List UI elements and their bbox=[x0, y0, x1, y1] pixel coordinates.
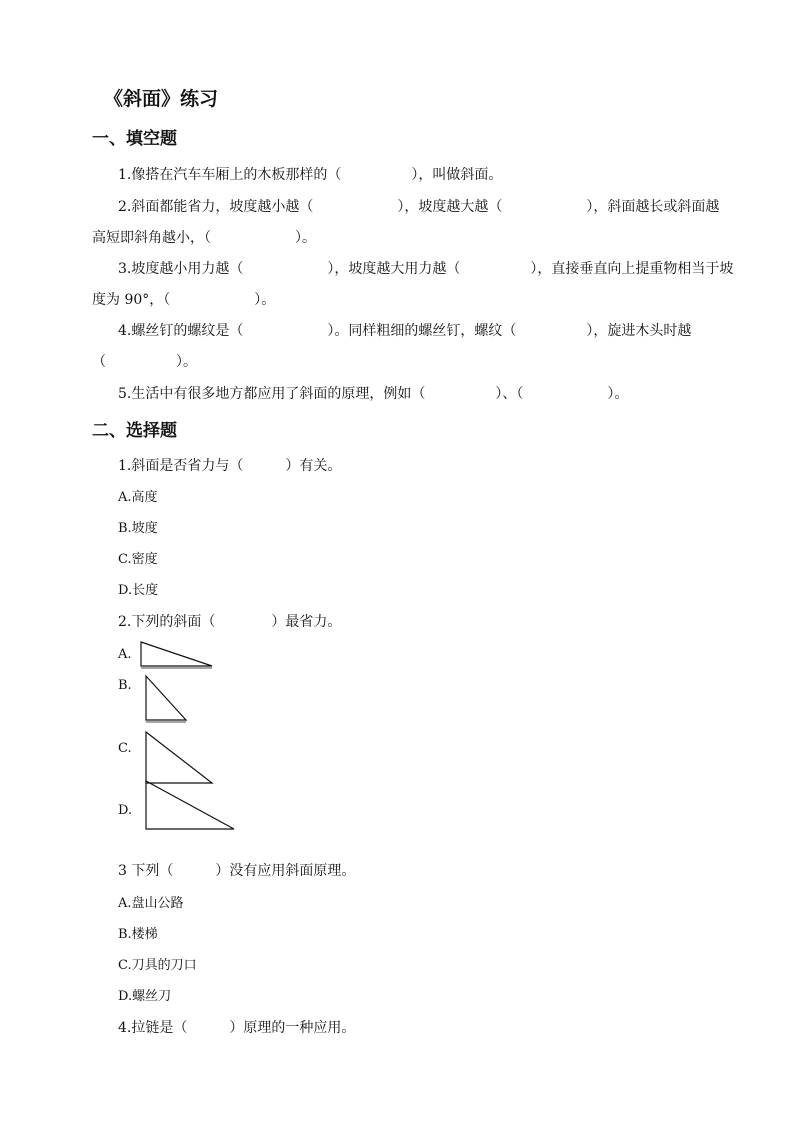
choice-question-2-option-d: D. bbox=[118, 803, 133, 818]
fill-question-3-line-1: 3.坡度越小用力越（ ），坡度越大用力越（ ），直接垂直向上提重物相当于坡 bbox=[118, 261, 734, 277]
page-title: 《斜面》练习 bbox=[104, 88, 219, 110]
choice-question-3: 3 下列（ ）没有应用斜面原理。 bbox=[118, 863, 356, 879]
choice-question-3-option-d: D.螺丝刀 bbox=[118, 989, 172, 1004]
choice-question-3-option-c: C.刀具的刀口 bbox=[118, 958, 197, 973]
fill-question-3-line-2: 度为 90°，（ ）。 bbox=[92, 292, 276, 308]
fill-question-4-line-1: 4.螺丝钉的螺纹是（ ）。同样粗细的螺丝钉，螺纹（ ），旋进木头时越 bbox=[118, 323, 692, 339]
choice-question-1-option-b: B.坡度 bbox=[118, 521, 158, 536]
choice-question-2-option-a: A. bbox=[118, 647, 132, 662]
choice-question-3-option-b: B.楼梯 bbox=[118, 927, 158, 942]
incline-triangle-b bbox=[140, 672, 192, 724]
section-heading-choice: 二、选择题 bbox=[92, 421, 177, 441]
fill-question-4-line-2: （ ）。 bbox=[92, 354, 197, 370]
fill-question-2-line-2: 高短即斜角越小，（ ）。 bbox=[92, 230, 316, 246]
choice-question-1: 1.斜面是否省力与（ ）有关。 bbox=[118, 458, 342, 474]
incline-triangle-a bbox=[138, 640, 218, 670]
choice-question-2: 2.下列的斜面（ ）最省力。 bbox=[118, 614, 342, 630]
choice-question-2-option-b: B. bbox=[118, 678, 132, 693]
choice-question-1-option-a: A.高度 bbox=[118, 490, 158, 505]
fill-question-5: 5.生活中有很多地方都应用了斜面的原理，例如（ ）、（ ）。 bbox=[118, 386, 629, 402]
section-heading-fill-in: 一、填空题 bbox=[92, 129, 177, 149]
fill-question-1: 1.像搭在汽车车厢上的木板那样的（ ），叫做斜面。 bbox=[118, 167, 503, 183]
choice-question-1-option-c: C.密度 bbox=[118, 552, 158, 567]
choice-question-4: 4.拉链是（ ）原理的一种应用。 bbox=[118, 1020, 356, 1036]
fill-question-2-line-1: 2.斜面都能省力，坡度越小越（ ），坡度越大越（ ），斜面越长或斜面越 bbox=[118, 199, 720, 215]
choice-question-1-option-d: D.长度 bbox=[118, 583, 159, 598]
incline-triangle-d bbox=[140, 778, 240, 834]
choice-question-3-option-a: A.盘山公路 bbox=[118, 896, 184, 911]
choice-question-2-option-c: C. bbox=[118, 741, 132, 756]
